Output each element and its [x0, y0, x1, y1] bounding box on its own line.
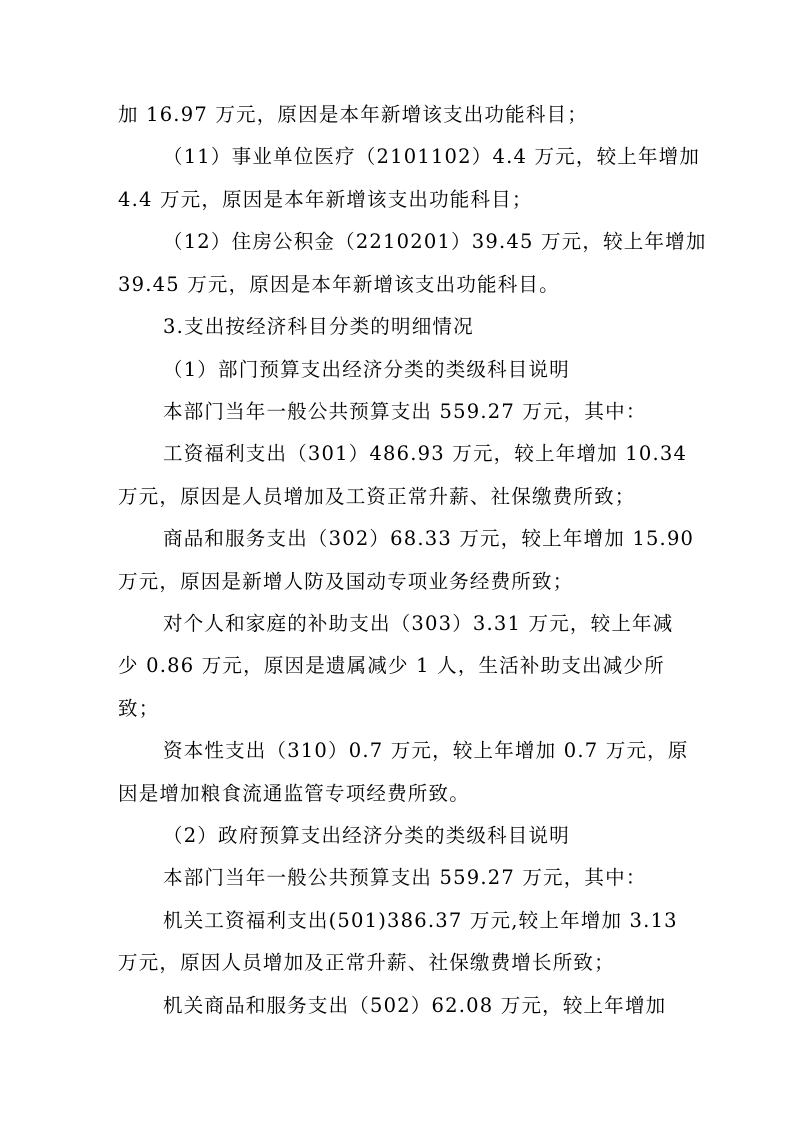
text-line: 万元，原因是新增人防及国动专项业务经费所致；: [118, 570, 574, 593]
text-line: 资本性支出（310）0.7 万元，较上年增加 0.7 万元，原: [163, 739, 689, 762]
subsection-heading: （1）部门预算支出经济分类的类级科目说明: [163, 358, 570, 381]
text-line: 致；: [118, 697, 160, 720]
text-line: 商品和服务支出（302）68.33 万元，较上年增加 15.90: [163, 527, 695, 550]
text-line: 39.45 万元，原因是本年新增该支出功能科目。: [118, 273, 560, 296]
text-line: 少 0.86 万元，原因是遗属减少 1 人，生活补助支出减少所: [118, 654, 665, 677]
text-line: 加 16.97 万元，原因是本年新增该支出功能科目；: [118, 103, 588, 126]
text-line: 4.4 万元，原因是本年新增该支出功能科目；: [118, 188, 533, 211]
section-heading: 3.支出按经济科目分类的明细情况: [163, 315, 474, 338]
text-line: 万元，原因人员增加及正常升薪、社保缴费增长所致；: [118, 951, 615, 974]
text-line: 工资福利支出（301）486.93 万元，较上年增加 10.34: [163, 442, 688, 465]
text-line: （12）住房公积金（2210201）39.45 万元，较上年增加: [163, 230, 707, 253]
text-line: 万元，原因是人员增加及工资正常升薪、社保缴费所致；: [118, 485, 636, 508]
text-line: 本部门当年一般公共预算支出 559.27 万元，其中：: [163, 400, 647, 423]
text-line: （11）事业单位医疗（2101102）4.4 万元，较上年增加: [163, 145, 701, 168]
text-line: 对个人和家庭的补助支出（303）3.31 万元，较上年减: [163, 612, 674, 635]
text-line: 因是增加粮食流通监管专项经费所致。: [118, 782, 470, 805]
text-line: 本部门当年一般公共预算支出 559.27 万元，其中：: [163, 866, 647, 889]
subsection-heading: （2）政府预算支出经济分类的类级科目说明: [163, 824, 570, 847]
text-line: 机关工资福利支出(501)386.37 万元,较上年增加 3.13: [163, 909, 678, 932]
text-line: 机关商品和服务支出（502）62.08 万元，较上年增加: [163, 994, 667, 1017]
